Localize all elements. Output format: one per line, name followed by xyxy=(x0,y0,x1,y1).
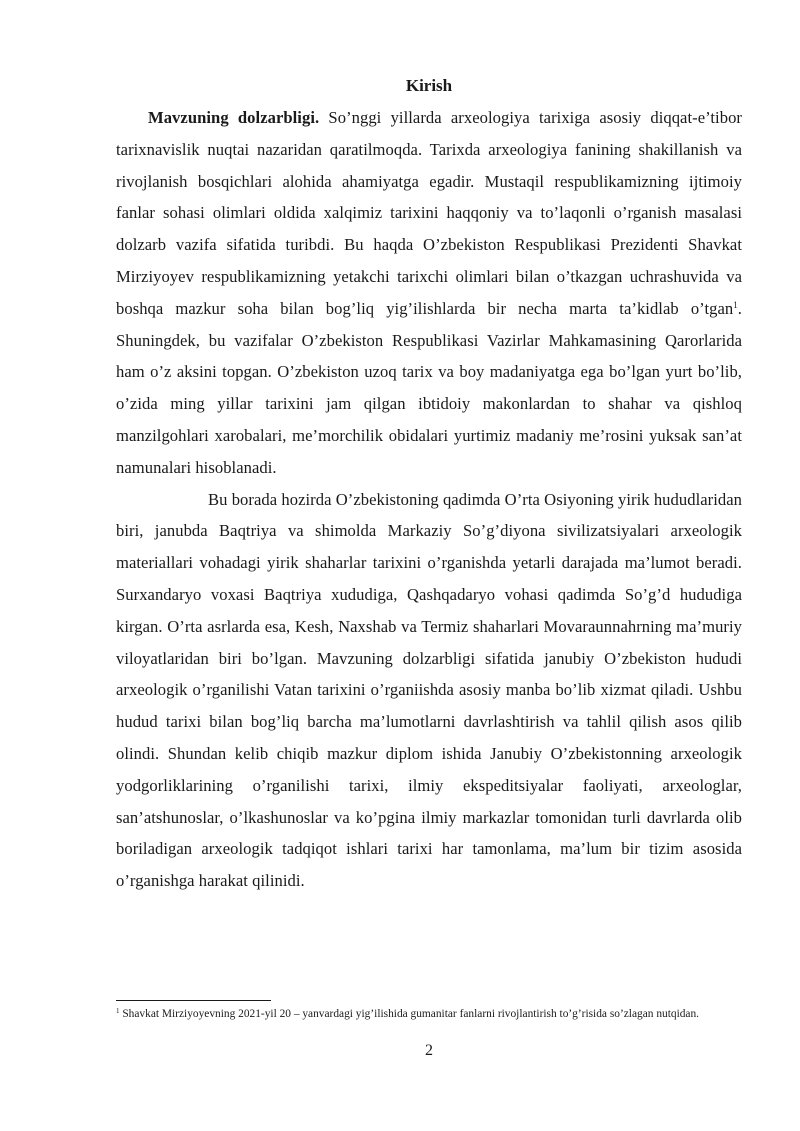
paragraph-relevance xyxy=(116,102,742,484)
footnote xyxy=(116,1007,742,1022)
paragraph-text-continued: . Shuningdek, bu vazifalar O’zbekiston Respublikasi Vazirlar Mahkamasining Qarorlarida ham o’z aksini topgan. O’zbekiston uzoq tarix va boy madaniyatga ega bo’lgan yurt bo’lib, o’zida ming yillar tarixini jam qilgan ibtidoiy makonlardan to shahar va qishloq manzilgohlari xarobalari, me’morchilik obidalari yurtimiz madaniy me’rosini yuksak san’at namunalari hisoblanadi. xyxy=(116,298,742,477)
footnote-mark: 1 xyxy=(116,1007,120,1015)
page-title: Kirish xyxy=(405,76,453,95)
footnote-reference[interactable]: 1 xyxy=(733,299,738,310)
document-page xyxy=(116,74,742,897)
footnote-divider xyxy=(116,1000,271,1001)
paragraph-lead: Mavzuning dolzarbligi. xyxy=(148,108,320,127)
paragraph-text: So’nggi yillarda arxeologiya tarixiga asosiy diqqat-e’tibor tarixnavislik nuqtai nazaridan qaratilmoqda. Tarixda arxeologiya fanining shakillanish va rivojlanish bosqichlari alohida ahamiyatga egadir. Mustaqil respublikamizning ijtimoiy fanlar sohasi olimlari oldida xalqimiz tarixini haqqoniy va to’laqonli o’rganish masalasi dolzarb vazifa sifatida turibdi. Bu haqda O’zbekiston Respublikasi Prezidenti Shavkat Mirziyoyev respublikamizning yetakchi tarixchi olimlari bilan o’tkazgan uchrashuvida va boshqa mazkur soha bilan bog’liq yig’ilishlarda bir necha marta ta’kidlab o’tgan xyxy=(116,108,742,318)
footnote-text: Shavkat Mirziyoyevning 2021-yil 20 – yanvardagi yig’ilishida gumanitar fanlarni rivojlantirish to’g’risida so’zlagan nutqidan. xyxy=(119,1008,700,1020)
paragraph-region: Bu borada hozirda O’zbekistoning qadimda O’rta Osiyoning yirik hududlaridan biri, janubda Baqtriya va shimolda Markaziy So’g’diyona sivilizatsiyalari arxeologik materiallari vohadagi yirik shaharlar tarixini o’rganishda yetarli darajada ma’lumot beradi. Surxandaryo voxasi Baqtriya xududiga, Qashqadaryo vohasi qadimda So’g’d hududiga kirgan. O’rta asrlarda esa, Kesh, Naxshab va Termiz shaharlari Movaraunnahrning ma’muriy viloyatlaridan biri bo’lgan. Mavzuning dolzarbligi sifatida janubiy O’zbekiston hududi arxeologik o’rganilishi Vatan tarixini o’rganiishda asosiy manba bo’lib xizmat qiladi. Ushbu hudud tarixi bilan bog’liq barcha ma’lumotlarni davrlashtirish va tahlil qilish asos qilib olindi. Shundan kelib chiqib mazkur diplom ishida Janubiy O’zbekistonning arxeologik yodgorliklarining o’rganilishi tarixi, ilmiy ekspeditsiyalar faoliyati, arxeologlar, san’atshunoslar, o’lkashunoslar va ko’pgina ilmiy markazlar tomonidan turli davrlarda olib boriladigan arxeologik tadqiqot ishlari tarixi har tamonlama, ma’lum bir tizim asosida o’rganishga harakat qilinidi. xyxy=(116,489,742,891)
page-number: 2 xyxy=(425,1042,433,1059)
